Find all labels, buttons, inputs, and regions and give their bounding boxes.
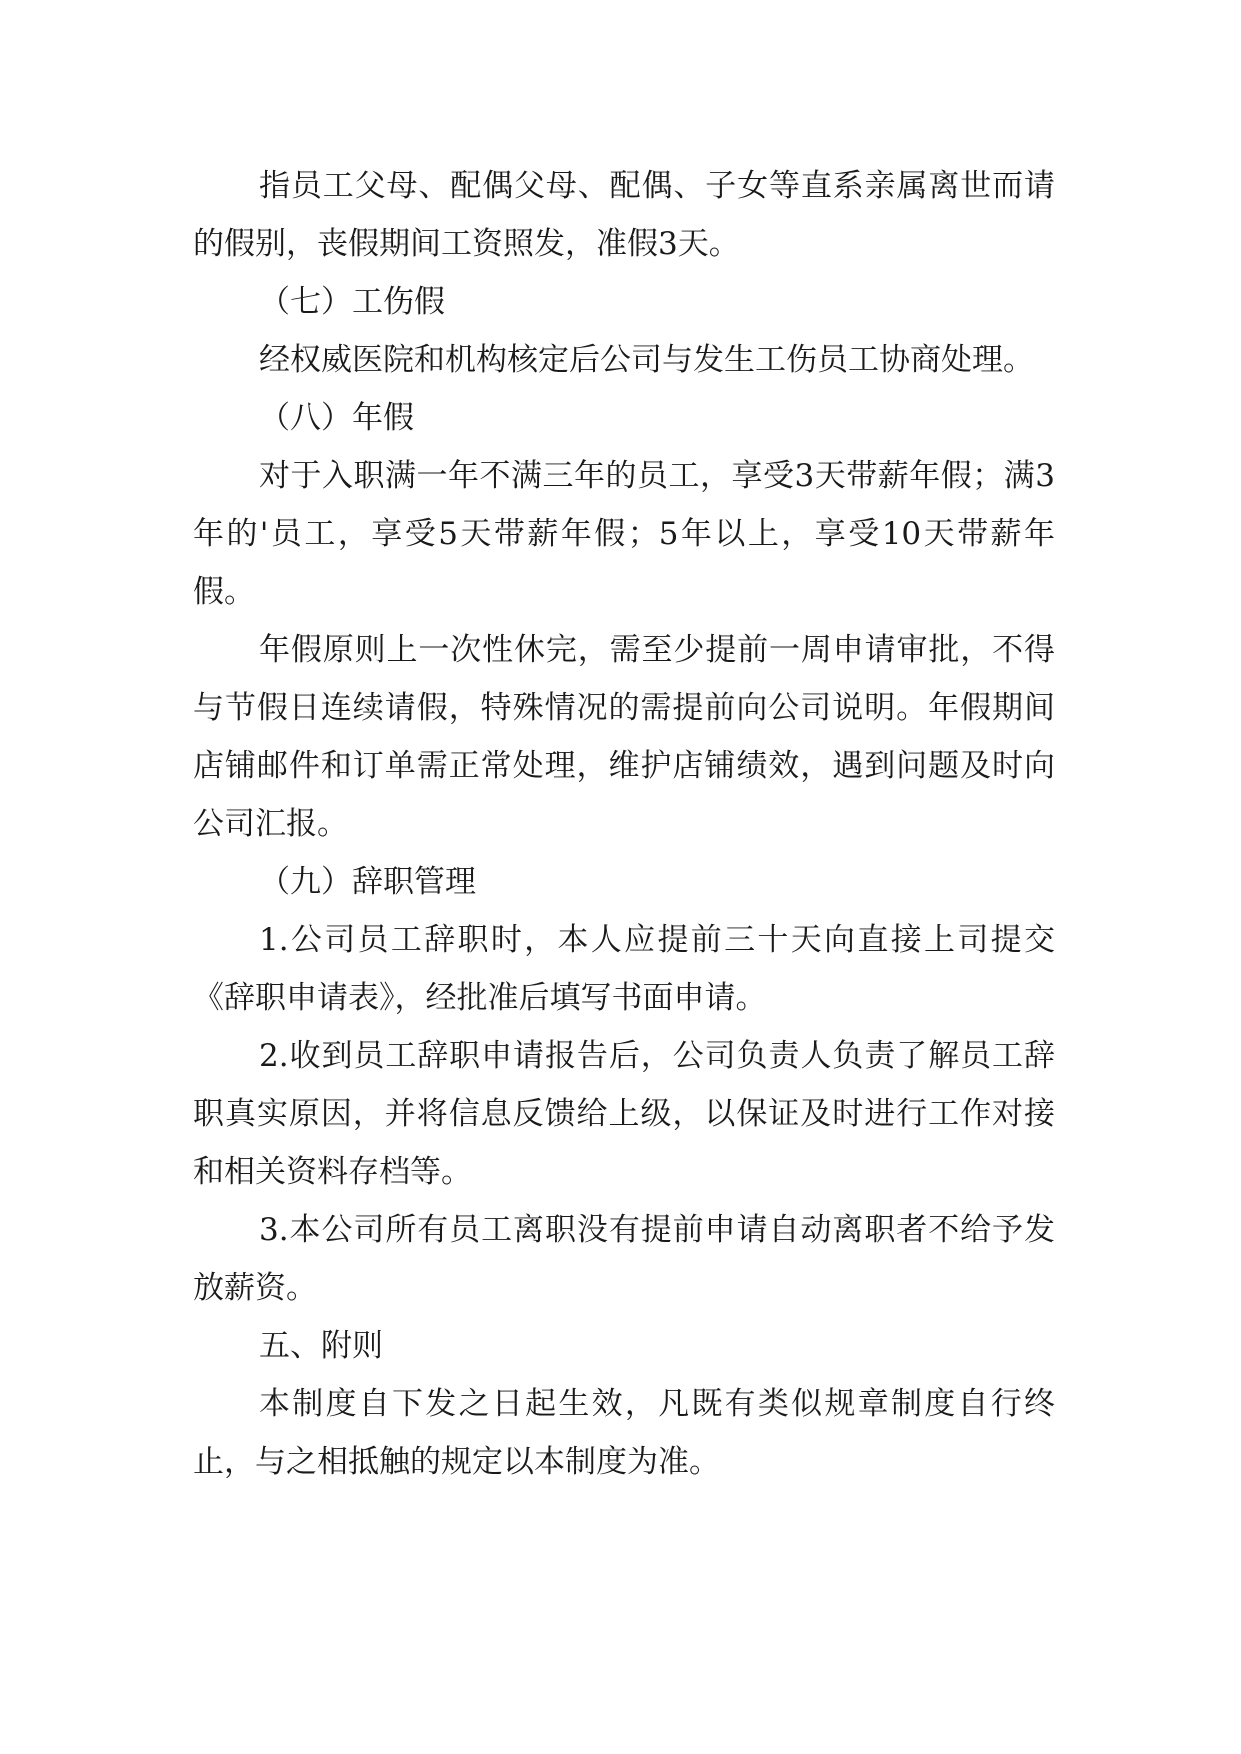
heading-supplementary-provisions: 五、附则 [259,1328,383,1364]
paragraph-bereavement-leave-detail: 指员工父母、配偶父母、配偶、子女等直系亲属离世而请的假别，丧假期间工资照发，准假3天。 [193,168,1055,262]
heading-resignation-management: （九）辞职管理 [259,864,476,900]
document-body [193,157,1055,1491]
paragraph-resignation-item-3: 3.本公司所有员工离职没有提前申请自动离职者不给予发放薪资。 [193,1212,1055,1306]
paragraph-annual-leave-entitlement: 对于入职满一年不满三年的员工，享受3天带薪年假；满3年的'员工，享受5天带薪年假；5年以上，享受10天带薪年假。 [193,458,1055,610]
paragraph-supplementary-provisions: 本制度自下发之日起生效，凡既有类似规章制度自行终止，与之相抵触的规定以本制度为准。 [193,1386,1055,1480]
paragraph-resignation-item-1: 1.公司员工辞职时，本人应提前三十天向直接上司提交《辞职申请表》，经批准后填写书面申请。 [193,922,1055,1016]
paragraph-resignation-item-2: 2.收到员工辞职申请报告后，公司负责人负责了解员工辞职真实原因，并将信息反馈给上级，以保证及时进行工作对接和相关资料存档等。 [193,1038,1055,1190]
heading-annual-leave: （八）年假 [259,400,414,436]
heading-work-injury-leave: （七）工伤假 [259,284,445,320]
paragraph-annual-leave-rules: 年假原则上一次性休完，需至少提前一周申请审批，不得与节假日连续请假，特殊情况的需提前向公司说明。年假期间店铺邮件和订单需正常处理，维护店铺绩效，遇到问题及时向公司汇报。 [193,632,1055,842]
paragraph-work-injury-leave: 经权威医院和机构核定后公司与发生工伤员工协商处理。 [259,342,1034,378]
